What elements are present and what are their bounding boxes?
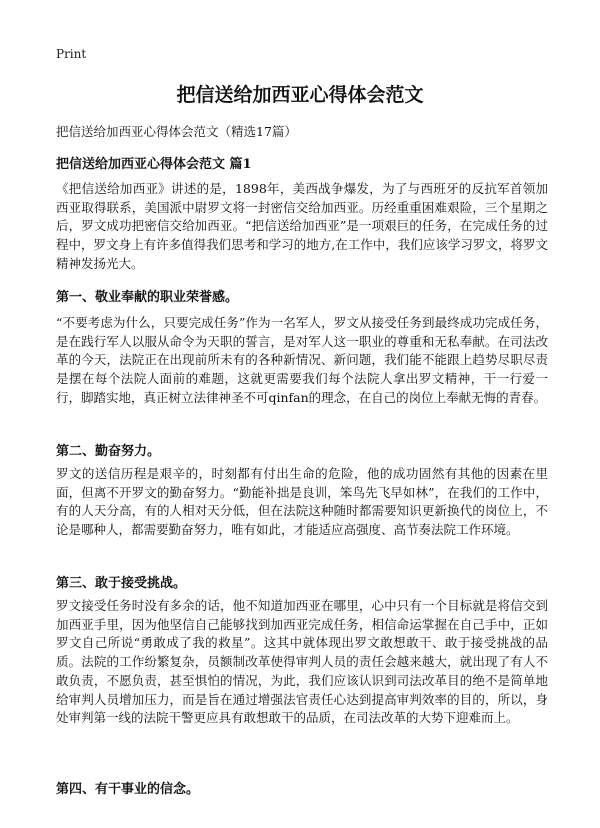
print-label: Print [56, 47, 87, 61]
document-title: 把信送给加西亚心得体会范文 [176, 84, 424, 106]
section-body-1: “不要考虑为什么，只要完成任务”作为一名军人，罗文从接受任务到最终成功完成任务，是在践行军人以服从命令为天职的誓言，是对军人这一职业的尊重和无私奉献。在司法改革的今天，法院正在出现前所未有的各种新情况、新问题，我们能不能跟上趋势尽职尽责是摆在每个法院人面前的难题，这就更需要我们每个法院人拿出罗文精神，干一行爱一行，脚踏实地，真正树立法律神圣不可qinfan的理念，在自己的岗位上奉献无悔的青春。 [56, 315, 548, 405]
section-heading-4: 第四、有干事业的信念。 [56, 782, 200, 797]
intro-paragraph: 《把信送给加西亚》讲述的是，1898年，美西战争爆发，为了与西班牙的反抗军首领加西亚取得联系，美国派中尉罗文将一封密信交给加西亚。历经重重困难艰险，三个星期之后，罗文成功把密信交给加西亚。“把信送给加西亚”是一项艰巨的任务，在完成任务的过程中，罗文身上有许多值得我们思考和学习的地方,在工作中，我们应该学习罗文，将罗文精神发扬光大。 [56, 181, 548, 271]
section-body-2: 罗文的送信历程是艰辛的，时刻都有付出生命的危险，他的成功固然有其他的因素在里面，但离不开罗文的勤奋努力。“勤能补拙是良训，笨鸟先飞早如林”，在我们的工作中，有的人天分高，有的人相对天分低，但在法院这种随时都需要知识更新换代的岗位上，不论是哪种人，都需要勤奋努力，唯有如此，才能适应高强度、高节奏法院工作环境。 [56, 466, 548, 538]
section-heading-3: 第三、敢于接受挑战。 [56, 576, 187, 591]
section-body-3: 罗文接受任务时没有多余的话，他不知道加西亚在哪里，心中只有一个目标就是将信交到加西亚手里，因为他坚信自己能够找到加西亚完成任务，相信命运掌握在自己手中，正如罗文自己所说“勇敢成了我的救星”。这其中就体现出罗文敢想敢干、敢于接受挑战的品质。法院的工作纷繁复杂，员额制改革使得审判人员的责任会越来越大，就出现了有人不敢负责，不愿负责，甚至惧怕的情况，为此，我们应该认识到司法改革目的绝不是简单地给审判人员增加压力，而是旨在通过增强法官责任心达到提高审判效率的目的，所以，身处审判第一线的法院干警更应具有敢想敢干的品质，在司法改革的大势下迎难而上。 [56, 598, 548, 726]
document-subtitle: 把信送给加西亚心得体会范文（精选17篇） [56, 124, 297, 139]
article-heading: 把信送给加西亚心得体会范文 篇1 [56, 157, 252, 172]
section-heading-2: 第二、勤奋努力。 [56, 444, 161, 459]
section-heading-1: 第一、敬业奉献的职业荣誉感。 [56, 290, 239, 305]
